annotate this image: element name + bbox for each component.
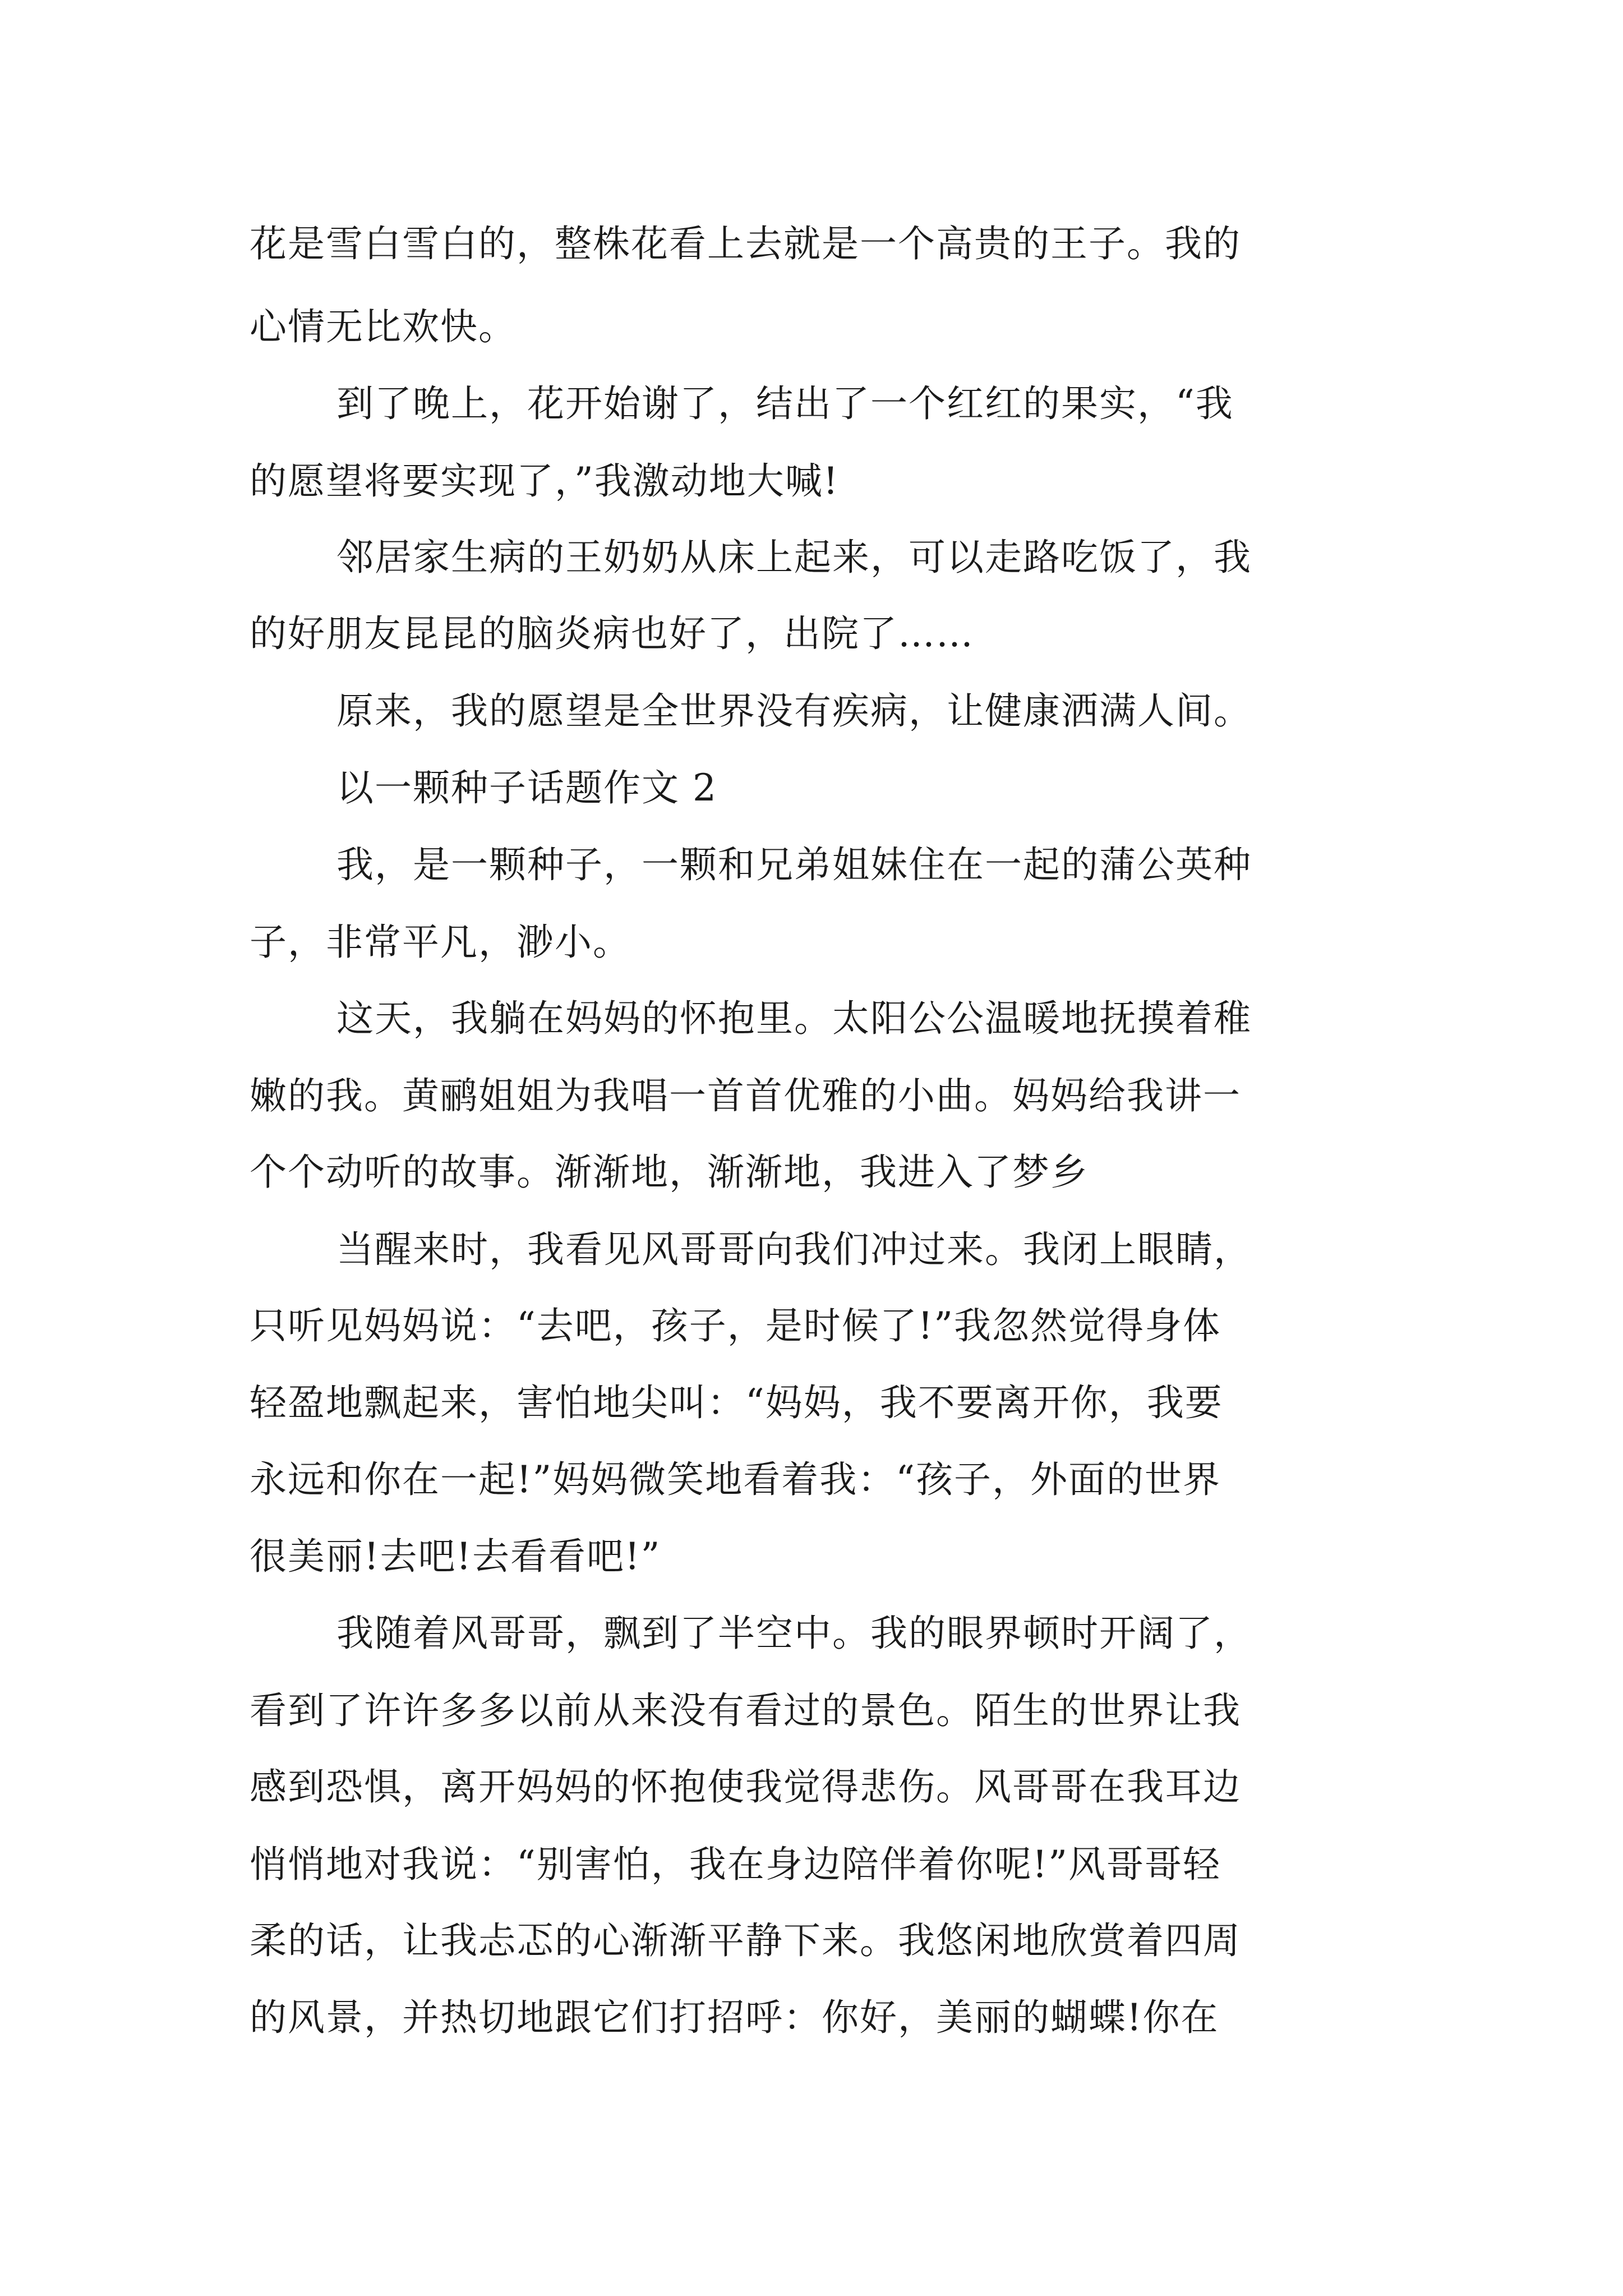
text-line: 的风景，并热切地跟它们打招呼：你好，美丽的蝴蝶!你在 (250, 1996, 1219, 2039)
text-line: 的愿望将要实现了，”我激动地大喊! (250, 459, 840, 503)
text-line: 这天，我躺在妈妈的怀抱里。太阳公公温暖地抚摸着稚 (336, 997, 1252, 1040)
text-line: 柔的话，让我忐忑的心渐渐平静下来。我悠闲地欣赏着四周 (250, 1919, 1241, 1962)
text-line: 子，非常平凡，渺小。 (250, 921, 631, 964)
text-line: 当醒来时，我看见风哥哥向我们冲过来。我闭上眼睛， (336, 1228, 1252, 1271)
text-line: 的好朋友昆昆的脑炎病也好了，出院了…… (250, 612, 974, 655)
text-line: 邻居家生病的王奶奶从床上起来，可以走路吃饭了，我 (336, 536, 1252, 579)
text-line: 到了晚上，花开始谢了，结出了一个红红的果实，“我 (336, 382, 1234, 425)
text-line: 我，是一颗种子，一颗和兄弟姐妹住在一起的蒲公英种 (336, 843, 1252, 886)
text-line: 个个动听的故事。渐渐地，渐渐地，我进入了梦乡 (250, 1151, 1089, 1194)
text-line: 感到恐惧，离开妈妈的怀抱使我觉得悲伤。风哥哥在我耳边 (250, 1765, 1241, 1809)
text-line: 悄悄地对我说：“别害怕，我在身边陪伴着你呢!”风哥哥轻 (250, 1843, 1221, 1886)
text-line: 看到了许许多多以前从来没有看过的景色。陌生的世界让我 (250, 1689, 1241, 1732)
text-line: 很美丽!去吧!去看看吧!” (250, 1535, 661, 1578)
text-line: 嫩的我。黄鹂姐姐为我唱一首首优雅的小曲。妈妈给我讲一 (250, 1074, 1241, 1117)
text-line: 轻盈地飘起来，害怕地尖叫：“妈妈，我不要离开你，我要 (250, 1381, 1223, 1424)
text-line: 花是雪白雪白的，整株花看上去就是一个高贵的王子。我的 (250, 222, 1241, 265)
text-line: 只听见妈妈说：“去吧，孩子，是时候了!”我忽然觉得身体 (250, 1304, 1221, 1347)
text-line: 永远和你在一起!”妈妈微笑地看着我：“孩子，外面的世界 (250, 1458, 1221, 1501)
text-line: 心情无比欢快。 (250, 305, 517, 348)
text-line: 我随着风哥哥，飘到了半空中。我的眼界顿时开阔了， (336, 1612, 1252, 1655)
text-line: 原来，我的愿望是全世界没有疾病，让健康洒满人间。 (336, 689, 1252, 733)
section-heading: 以一颗种子话题作文 2 (336, 766, 717, 809)
